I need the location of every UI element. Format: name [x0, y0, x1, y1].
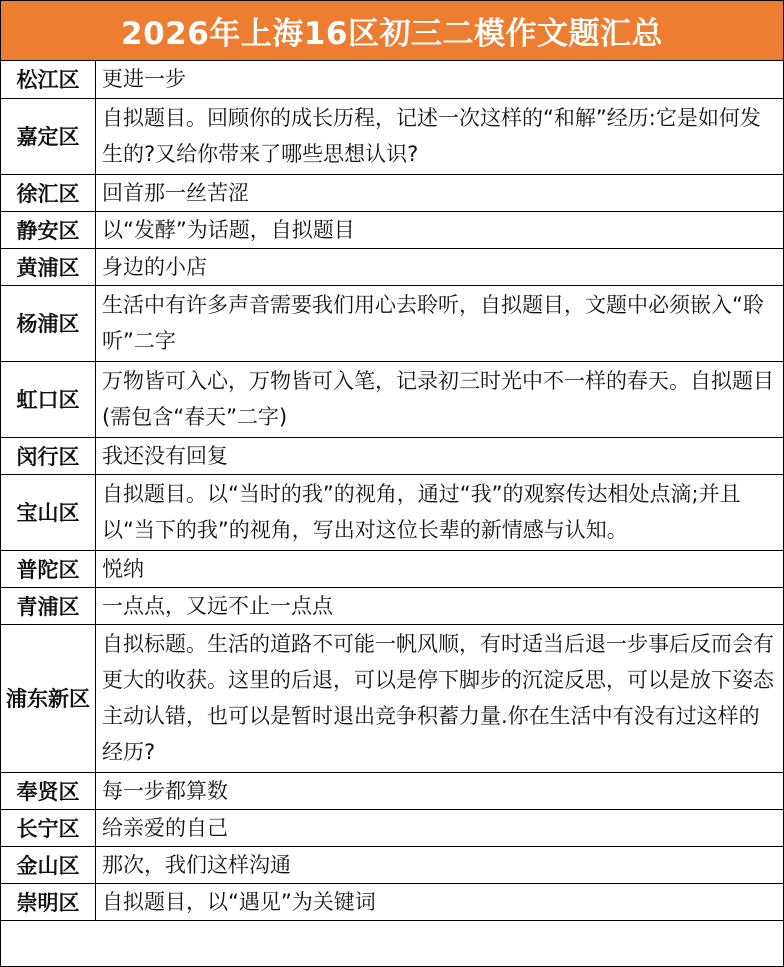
table-row — [1, 174, 783, 211]
table-row — [1, 772, 783, 809]
topic-cell: 自拟题目。以“当时的我”的视角，通过“我”的观察传达相处点滴;并且以“当下的我”的视角，写出对这位长辈的新情感与认知。 — [96, 474, 784, 550]
table-row — [1, 587, 783, 624]
district-cell: 松江区 — [1, 61, 96, 98]
table-row — [1, 437, 783, 474]
topic-cell: 自拟题目，以“遇见”为关键词 — [96, 883, 784, 920]
topic-cell: 每一步都算数 — [96, 772, 784, 809]
table-row — [1, 98, 783, 174]
topic-cell: 更进一步 — [96, 61, 784, 98]
district-cell: 嘉定区 — [1, 98, 96, 174]
topic-cell: 回首那一丝苦涩 — [96, 174, 784, 211]
table-row — [1, 211, 783, 248]
district-cell: 闵行区 — [1, 437, 96, 474]
district-cell: 静安区 — [1, 211, 96, 248]
table-row — [1, 624, 783, 772]
table-row — [1, 285, 783, 361]
district-cell: 长宁区 — [1, 809, 96, 846]
table-row — [1, 809, 783, 846]
topic-cell: 万物皆可入心，万物皆可入笔，记录初三时光中不一样的春天。自拟题目(需包含“春天”二字) — [96, 361, 784, 437]
district-cell: 宝山区 — [1, 474, 96, 550]
topic-cell: 悦纳 — [96, 550, 784, 587]
topic-cell: 给亲爱的自己 — [96, 809, 784, 846]
district-cell: 普陀区 — [1, 550, 96, 587]
topic-cell: 身边的小店 — [96, 248, 784, 285]
page-title: 2026年上海16区初三二模作文题汇总 — [1, 1, 783, 61]
district-cell: 杨浦区 — [1, 285, 96, 361]
district-cell: 虹口区 — [1, 361, 96, 437]
table-row — [1, 846, 783, 883]
topic-cell: 生活中有许多声音需要我们用心去聆听，自拟题目，文题中必须嵌入“聆听”二字 — [96, 285, 784, 361]
topic-cell: 我还没有回复 — [96, 437, 784, 474]
district-cell: 青浦区 — [1, 587, 96, 624]
table-row — [1, 61, 783, 98]
topic-cell: 那次，我们这样沟通 — [96, 846, 784, 883]
topic-cell: 一点点，又远不止一点点 — [96, 587, 784, 624]
topic-cell: 自拟题目。回顾你的成长历程，记述一次这样的“和解”经历:它是如何发生的?又给你带来了哪些思想认识? — [96, 98, 784, 174]
district-cell: 浦东新区 — [1, 624, 96, 772]
table-row — [1, 361, 783, 437]
table-row — [1, 883, 783, 920]
district-cell: 黄浦区 — [1, 248, 96, 285]
table-row — [1, 550, 783, 587]
district-cell: 徐汇区 — [1, 174, 96, 211]
district-cell: 崇明区 — [1, 883, 96, 920]
table-row — [1, 474, 783, 550]
district-cell: 奉贤区 — [1, 772, 96, 809]
district-cell: 金山区 — [1, 846, 96, 883]
table-row — [1, 248, 783, 285]
topic-cell: 以“发酵”为话题，自拟题目 — [96, 211, 784, 248]
topic-cell: 自拟标题。生活的道路不可能一帆风顺，有时适当后退一步事后反而会有更大的收获。这里的后退，可以是停下脚步的沉淀反思，可以是放下姿态主动认错，也可以是暂时退出竞争积蓄力量.你在生活中有没有过这样的经历? — [96, 624, 784, 772]
topics-table — [1, 61, 783, 921]
